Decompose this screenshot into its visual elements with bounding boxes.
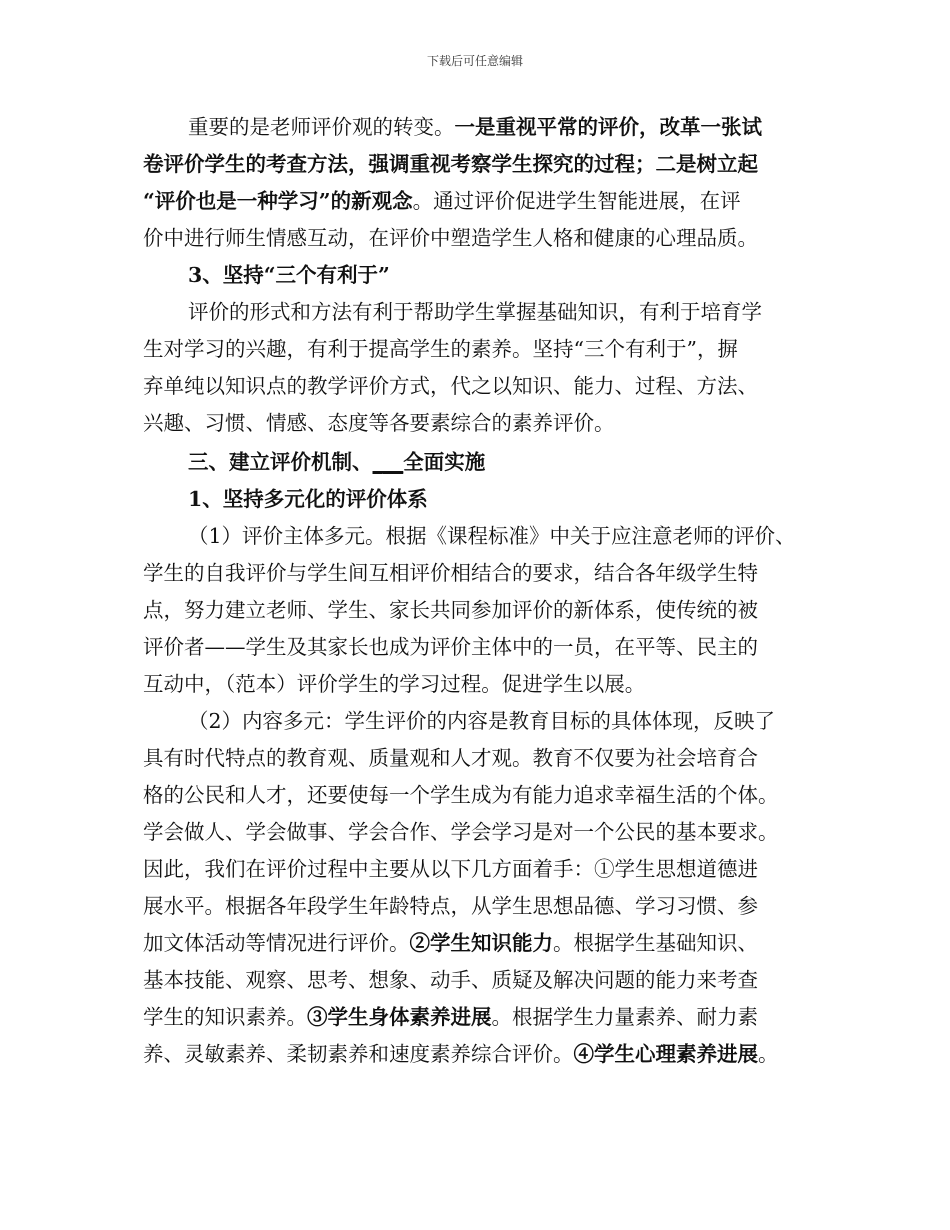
text-segment: 学会做人、学会做事、学会合作、学会学习是对一个公民的基本要求。 [143, 820, 779, 844]
text-line [0, 330, 950, 368]
text-line [0, 554, 950, 592]
text-segment: 养、灵敏素养、柔韧素养和速度素养综合评价。 [143, 1042, 574, 1066]
bold-text-segment: ②学生知识能力 [409, 931, 553, 955]
text-line [0, 443, 950, 481]
text-segment: 加文体活动等情况进行评价。 [143, 931, 410, 955]
text-line [0, 517, 950, 555]
bold-text-segment: 1、坚持多元化的评价体系 [188, 487, 428, 511]
text-line [0, 813, 950, 851]
text-segment: 因此，我们在评价过程中主要从以下几方面着手：①学生思想道德进 [143, 857, 758, 881]
text-segment: 互动中，（范本）评价学生的学习过程。促进学生以展。 [143, 672, 646, 696]
text-segment: （1）评价主体多元。根据《课程标准》中关于应注意老师的评价、 [188, 524, 796, 548]
text-line [0, 961, 950, 999]
text-segment: 点，努力建立老师、学生、家长共同参加评价的新体系，使传统的被 [143, 598, 758, 622]
text-line [0, 256, 950, 294]
text-line [0, 293, 950, 331]
text-line [0, 108, 950, 146]
bold-text-segment: ___ [372, 450, 404, 474]
text-segment: 展水平。根据各年段学生年龄特点，从学生思想品德、学习习惯、参 [143, 894, 758, 918]
bold-text-segment: “评价也是一种学习”的新观念 [143, 189, 413, 213]
text-segment: 。根据学生力量素养、耐力素 [491, 1005, 758, 1029]
text-segment: 兴趣、习惯、情感、态度等各要素综合的素养评价。 [143, 411, 615, 435]
text-line [0, 480, 950, 518]
text-line [0, 628, 950, 666]
bold-text-segment: 三、建立评价机制、 [188, 450, 373, 474]
text-segment: 学生的自我评价与学生间互相评价相结合的要求，结合各年级学生特 [143, 561, 758, 585]
bold-text-segment: 卷评价学生的考查方法，强调重视考察学生探究的过程；二是树立起 [143, 152, 758, 176]
text-line [0, 739, 950, 777]
text-segment: 。 [758, 1042, 779, 1066]
text-segment: 。根据学生基础知识、 [553, 931, 758, 955]
text-segment: 格的公民和人才，还要使每一个学生成为有能力追求幸福生活的个体。 [143, 783, 779, 807]
bold-text-segment: 全面实施 [403, 450, 486, 474]
text-line [0, 404, 950, 442]
text-line [0, 1035, 950, 1073]
text-segment: （2）内容多元：学生评价的内容是教育目标的具体体现，反映了 [188, 709, 776, 733]
text-segment: 具有时代特点的教育观、质量观和人才观。教育不仅要为社会培育合 [143, 746, 758, 770]
text-line [0, 776, 950, 814]
text-line [0, 665, 950, 703]
page-header: 下载后可任意编辑 [426, 54, 523, 68]
text-segment: 价中进行师生情感互动，在评价中塑造学生人格和健康的心理品质。 [143, 226, 758, 250]
bold-text-segment: 3、坚持“三个有利于” [188, 263, 390, 287]
text-segment: 评价者——学生及其家长也成为评价主体中的一员，在平等、民主的 [143, 635, 758, 659]
text-line [0, 924, 950, 962]
text-line [0, 591, 950, 629]
text-segment: 学生的知识素养。 [143, 1005, 307, 1029]
text-line [0, 367, 950, 405]
text-segment: 生对学习的兴趣，有利于提高学生的素养。坚持“三个有利于”，摒 [143, 337, 738, 361]
text-line [0, 219, 950, 257]
bold-text-segment: 一是重视平常的评价，改革一张试 [454, 115, 762, 139]
bold-text-segment: ③学生身体素养进展 [307, 1005, 492, 1029]
text-segment: 。通过评价促进学生智能进展，在评 [412, 189, 741, 213]
bold-text-segment: ④学生心理素养进展 [573, 1042, 758, 1066]
text-line [0, 887, 950, 925]
text-segment: 弃单纯以知识点的教学评价方式，代之以知识、能力、过程、方法、 [143, 374, 758, 398]
text-line [0, 998, 950, 1036]
text-line [0, 145, 950, 183]
text-line [0, 702, 950, 740]
text-segment: 重要的是老师评价观的转变。 [188, 115, 455, 139]
text-segment: 评价的形式和方法有利于帮助学生掌握基础知识，有利于培育学 [188, 300, 762, 324]
text-segment: 基本技能、观察、思考、想象、动手、质疑及解决问题的能力来考查 [143, 968, 758, 992]
text-line [0, 850, 950, 888]
text-line [0, 182, 950, 220]
